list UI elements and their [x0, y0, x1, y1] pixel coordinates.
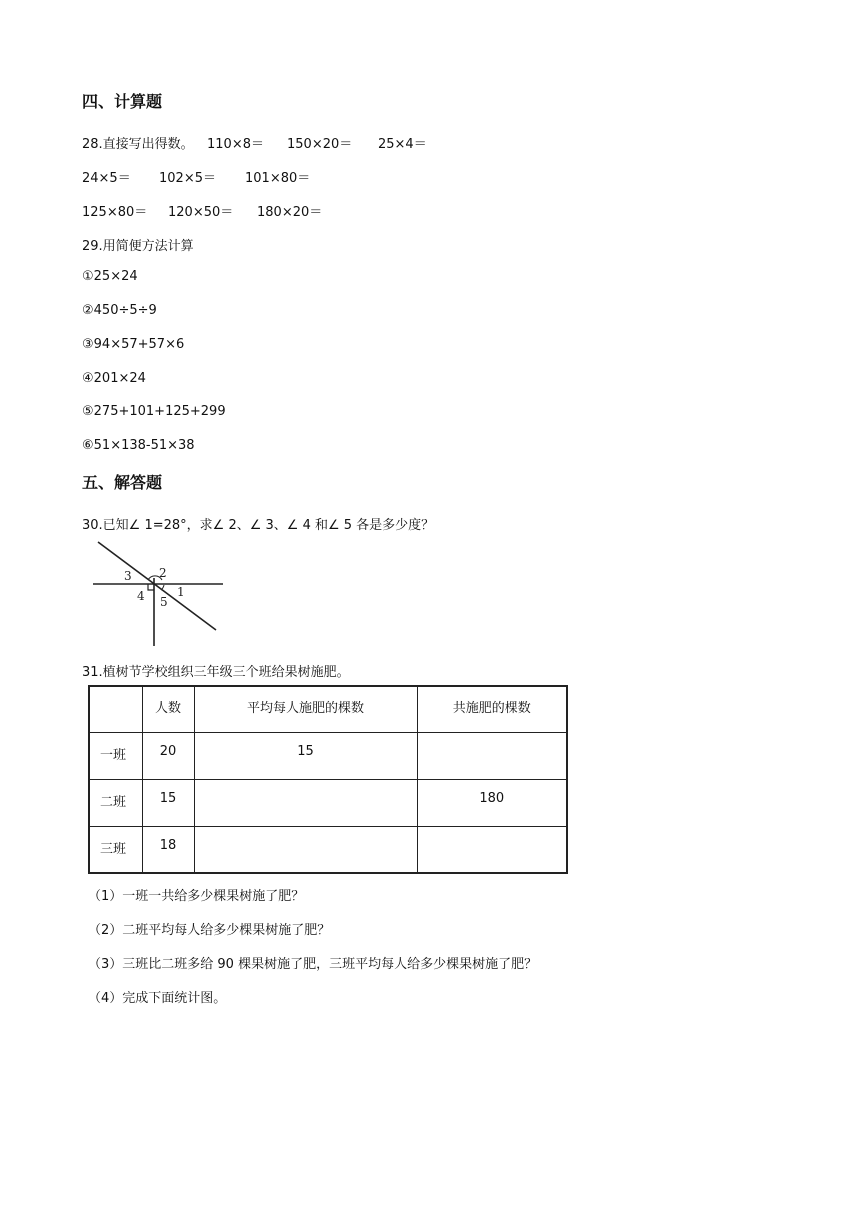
q29-prompt: 29.用简便方法计算	[82, 239, 194, 254]
table-cell: 15	[194, 732, 417, 779]
q28-expr: 110×8＝	[207, 137, 264, 152]
q28-expr: 25×4＝	[378, 137, 427, 152]
table-cell	[417, 732, 567, 779]
q29-item: ①25×24	[82, 269, 138, 284]
q28-expr: 102×5＝	[159, 171, 216, 186]
q31-subquestion: （2）二班平均每人给多少棵果树施了肥？	[88, 923, 331, 938]
table-cell: 15	[142, 779, 194, 826]
q28-expr: 180×20＝	[257, 205, 323, 220]
q28-expr: 150×20＝	[287, 137, 353, 152]
table-row	[89, 732, 567, 779]
q28-expr: 120×50＝	[168, 205, 234, 220]
q31-subquestion: （4）完成下面统计图。	[88, 991, 227, 1006]
table-row	[89, 826, 567, 873]
table-header-cell: 平均每人施肥的棵数	[194, 686, 417, 732]
q29-item: ⑥51×138-51×38	[82, 438, 195, 453]
q31-subquestion: （3）三班比二班多给 90 棵果树施了肥，三班平均每人给多少棵果树施了肥？	[88, 957, 538, 972]
fertilizer-table	[88, 685, 568, 874]
q31-prompt: 31.植树节学校组织三年级三个班给果树施肥。	[82, 665, 350, 680]
q30-prompt: 30.已知∠ 1=28°，求∠ 2、∠ 3、∠ 4 和∠ 5 各是多少度？	[82, 518, 435, 533]
q31-subquestion: （1）一班一共给多少棵果树施了肥？	[88, 889, 305, 904]
table-cell: 180	[417, 779, 567, 826]
q29-item: ④201×24	[82, 371, 146, 386]
q29-item: ⑤275+101+125+299	[82, 404, 226, 419]
angle-label-4: 4	[137, 589, 145, 603]
table-row	[89, 779, 567, 826]
table-header-cell: 共施肥的棵数	[417, 686, 567, 732]
angle-label-2: 2	[159, 566, 167, 580]
table-cell: 一班	[89, 732, 142, 779]
table-cell: 三班	[89, 826, 142, 873]
table-header-cell: 人数	[142, 686, 194, 732]
angle-label-5: 5	[160, 595, 168, 609]
table-cell: 18	[142, 826, 194, 873]
section-5-heading: 五、解答题	[82, 473, 163, 492]
table-header-cell	[89, 686, 142, 732]
q29-item: ③94×57+57×6	[82, 337, 185, 352]
q28-expr: 24×5＝	[82, 171, 131, 186]
angle-label-3: 3	[124, 569, 132, 583]
table-cell: 二班	[89, 779, 142, 826]
angle-label-1: 1	[177, 585, 185, 599]
q28-expr: 125×80＝	[82, 205, 148, 220]
table-cell: 20	[142, 732, 194, 779]
table-header-row	[89, 686, 567, 732]
table-cell	[417, 826, 567, 873]
q28-expr: 101×80＝	[245, 171, 311, 186]
section-4-heading: 四、计算题	[82, 92, 163, 111]
angle-figure	[88, 538, 228, 650]
table-cell	[194, 779, 417, 826]
q29-item: ②450÷5÷9	[82, 303, 157, 318]
table-cell	[194, 826, 417, 873]
q28-prompt: 28.直接写出得数。	[82, 137, 194, 152]
